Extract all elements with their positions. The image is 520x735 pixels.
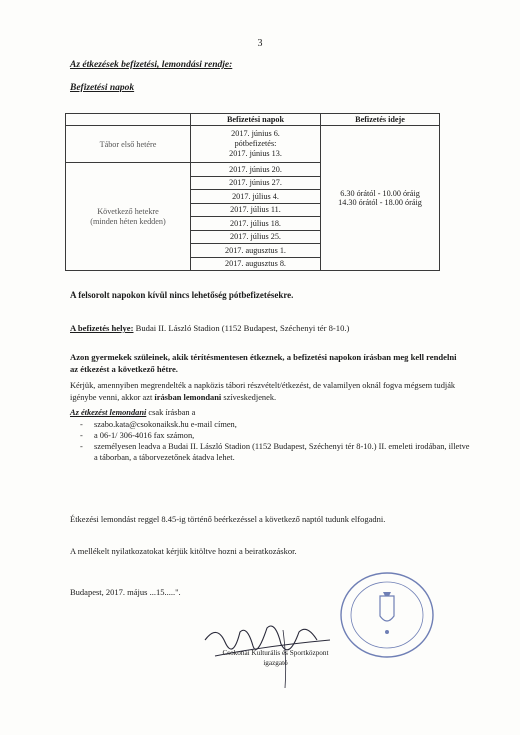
page-number: 3: [257, 38, 263, 49]
label-text: Következő hetekre: [97, 206, 159, 216]
cancel-text: csak írásban a: [146, 408, 196, 417]
day-text: pótbefizetés:: [234, 139, 277, 148]
day-cell: 2017. július 11.: [191, 203, 321, 217]
request-text-before: Kérjük, amennyiben megrendelték a napközis tábori részvételt/étkezést, de valamilyen oknál fogva mégsem tudják igénybe venni, akkor azt: [70, 381, 456, 402]
day-cell: 2017. augusztus 1.: [191, 244, 321, 258]
table-header-days: Befizetési napok: [191, 114, 321, 126]
list-item: - személyesen leadva a Budai II. László Stadion (1152 Budapest, Széchenyi tér 8-10.) II. emeleti irodában, illetve a táborban, a táborvezetőnek átadva lehet.: [80, 441, 470, 463]
label-text: (minden héten kedden): [90, 216, 166, 226]
free-meal-text: Azon gyermekek szüleinek, akik térítésmentesen étkeznek, a befizetési napokon írásban meg kell rendelni az étkezést a következő hétre.: [70, 352, 457, 374]
subsection-heading: Befizetési napok: [70, 83, 135, 93]
next-weeks-label: [66, 163, 191, 271]
payment-days-table: [65, 113, 440, 271]
free-meal-paragraph: [70, 352, 460, 375]
day-cell: 2017. június 27.: [191, 176, 321, 190]
payment-time-cell: [321, 126, 440, 271]
date-line: Budapest, 2017. május ...15.....".: [70, 587, 181, 597]
no-extra-payment-note: A felsorolt napokon kívül nincs lehetőség pótbefizetésekre.: [70, 290, 294, 300]
signatory: [193, 648, 358, 668]
table-header-row: [66, 114, 440, 126]
day-cell: 2017. július 18.: [191, 217, 321, 231]
list-item: - a 06-1/ 306-4016 fax számon,: [80, 430, 470, 441]
cancel-request-paragraph: [70, 380, 460, 403]
payment-place-text: Budai II. László Stadion (1152 Budapest, Széchenyi tér 8-10.): [133, 323, 350, 333]
deadline-paragraph: Étkezési lemondást reggel 8.45-ig történő beérkezéssel a következő naptól tudunk elfogadni.: [70, 514, 386, 524]
cancel-label: Az étkezést lemondani: [70, 408, 147, 417]
request-text-after: szíveskedjenek.: [221, 392, 277, 402]
time-text: 14.30 órától - 18.00 óráig: [338, 198, 422, 207]
list-item: - szabo.kata@csokonaiksk.hu e-mail címen,: [80, 419, 470, 430]
day-cell: 2017. július 4.: [191, 190, 321, 204]
day-text: 2017. június 6.: [231, 129, 280, 138]
table-row: [66, 126, 440, 163]
payment-place: [70, 323, 460, 334]
first-week-days: [191, 126, 321, 163]
payment-place-label: A befizetés helye:: [70, 323, 134, 333]
day-cell: 2017. augusztus 8.: [191, 257, 321, 271]
request-text-bold: írásban lemondani: [154, 392, 222, 402]
cancel-heading-line: [70, 408, 195, 417]
signatory-role: igazgató: [263, 659, 288, 667]
day-text: 2017. június 13.: [229, 149, 282, 158]
section-heading: Az étkezések befizetési, lemondási rendje:: [70, 60, 233, 70]
attachment-paragraph: A mellékelt nyilatkozatokat kérjük kitöltve hozni a beiratkozáskor.: [70, 546, 297, 556]
table-header-empty: [66, 114, 191, 126]
signatory-organization: Csokonai Kulturális és Sportközpont: [222, 649, 329, 657]
time-text: 6.30 órától - 10.00 óráig: [340, 189, 420, 198]
day-cell: 2017. június 20.: [191, 163, 321, 177]
first-week-label: Tábor első hetére: [66, 126, 191, 163]
table-header-time: Befizetés ideje: [321, 114, 440, 126]
cancel-methods-list: [80, 419, 470, 463]
day-cell: 2017. július 25.: [191, 230, 321, 244]
